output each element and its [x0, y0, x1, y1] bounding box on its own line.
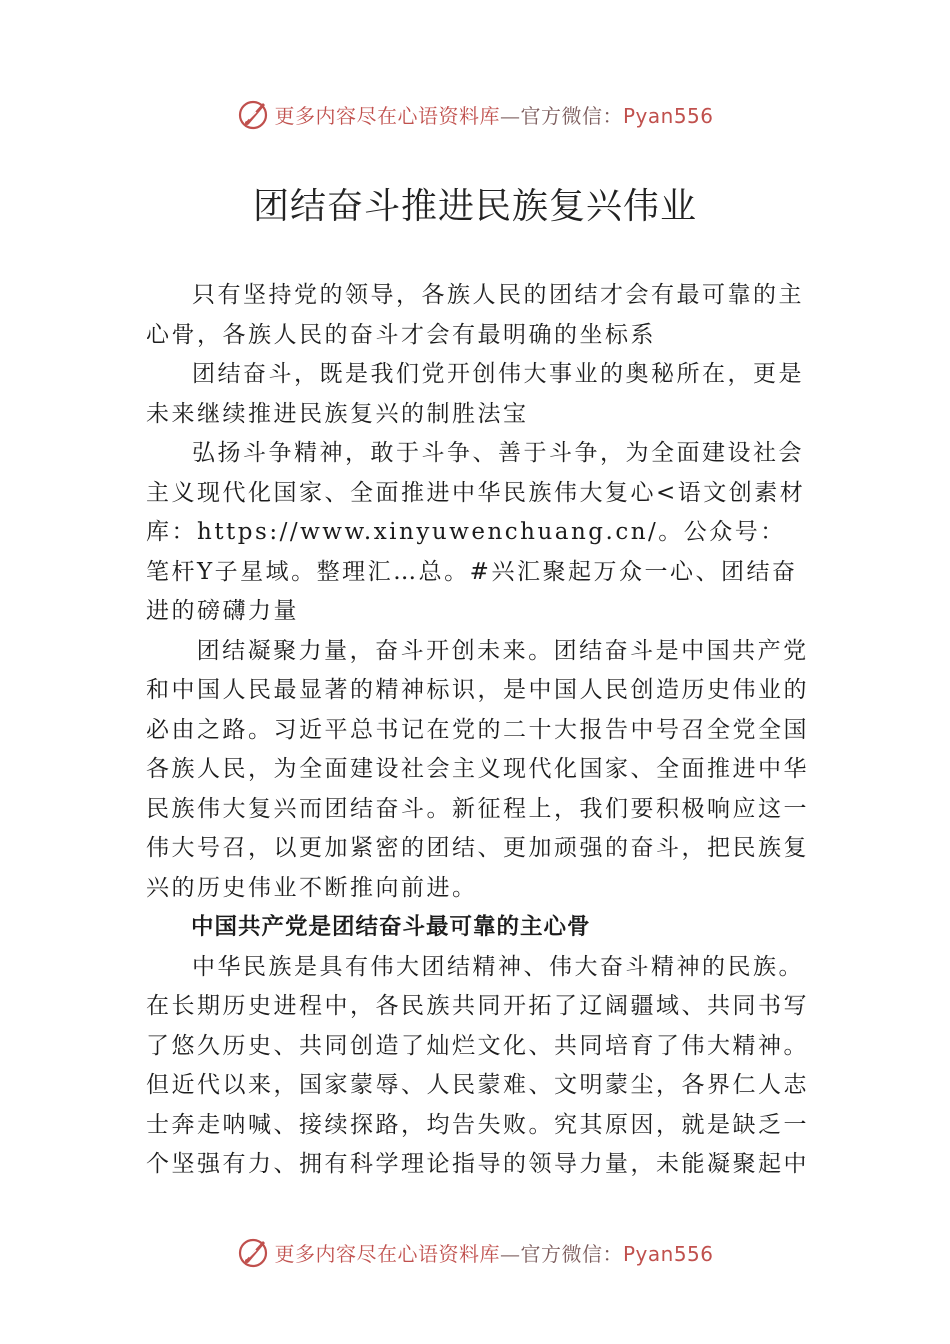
banner-library-name: 更多内容尽在心语资料库	[274, 1241, 500, 1266]
banner-dash: —	[499, 1241, 521, 1266]
header-banner	[0, 94, 950, 134]
banner-wechat-id: Pyan556	[622, 1241, 714, 1266]
paragraph-4: 团结凝聚力量，奋斗开创未来。团结奋斗是中国共产党和中国人民最显著的精神标识，是中国人民创造历史伟业的必由之路。习近平总书记在党的二十大报告中号召全党全国各族人民，为全面建设社会主义现代化国家、全面推进中华民族伟大复兴而团结奋斗。新征程上，我们要积极响应这一伟大号召，以更加紧密的团结、更加顽强的奋斗，把民族复兴的历史伟业不断推向前进。	[146, 637, 809, 901]
banner-wechat-label: 官方微信：	[520, 103, 623, 128]
quill-pen-logo-icon	[236, 1235, 270, 1269]
banner-library-name: 更多内容尽在心语资料库	[274, 103, 500, 128]
document-body	[146, 276, 810, 1185]
paragraph-1: 只有坚持党的领导，各族人民的团结才会有最可靠的主心骨，各族人民的奋斗才会有最明确的坐标系	[146, 282, 804, 348]
quill-pen-logo-icon	[236, 97, 270, 131]
footer-banner	[0, 1232, 950, 1272]
banner-text	[274, 1238, 713, 1267]
banner-wechat-id: Pyan556	[622, 103, 714, 128]
banner-text	[274, 100, 713, 129]
section-heading: 中国共产党是团结奋斗最可靠的主心骨	[191, 914, 591, 940]
banner-dash: —	[499, 103, 521, 128]
paragraph-2: 团结奋斗，既是我们党开创伟大事业的奥秘所在，更是未来继续推进民族复兴的制胜法宝	[146, 361, 804, 427]
paragraph-5: 中华民族是具有伟大团结精神、伟大奋斗精神的民族。在长期历史进程中，各民族共同开拓了辽阔疆域、共同书写了悠久历史、共同创造了灿烂文化、共同培育了伟大精神。 但近代以来，国家蒙辱、人民蒙难、文明蒙尘，各界仁人志士奔走呐喊、接续探路，均告失败。究其原因，就是缺乏一个坚强有力、拥有科学理论指导的领导力量，未能凝聚起中	[146, 953, 809, 1177]
paragraph-3: 弘扬斗争精神，敢于斗争、善于斗争，为全面建设社会主义现代化国家、全面推进中华民族伟大复心<语文创素材库：https://www.xinyuwenchuang.cn/。公众号：笔杆Y子星域。整理汇…总。#兴汇聚起万众一心、团结奋进的磅礴力量	[146, 440, 806, 624]
document-title: 团结奋斗推进民族复兴伟业	[252, 186, 697, 227]
banner-wechat-label: 官方微信：	[520, 1241, 623, 1266]
